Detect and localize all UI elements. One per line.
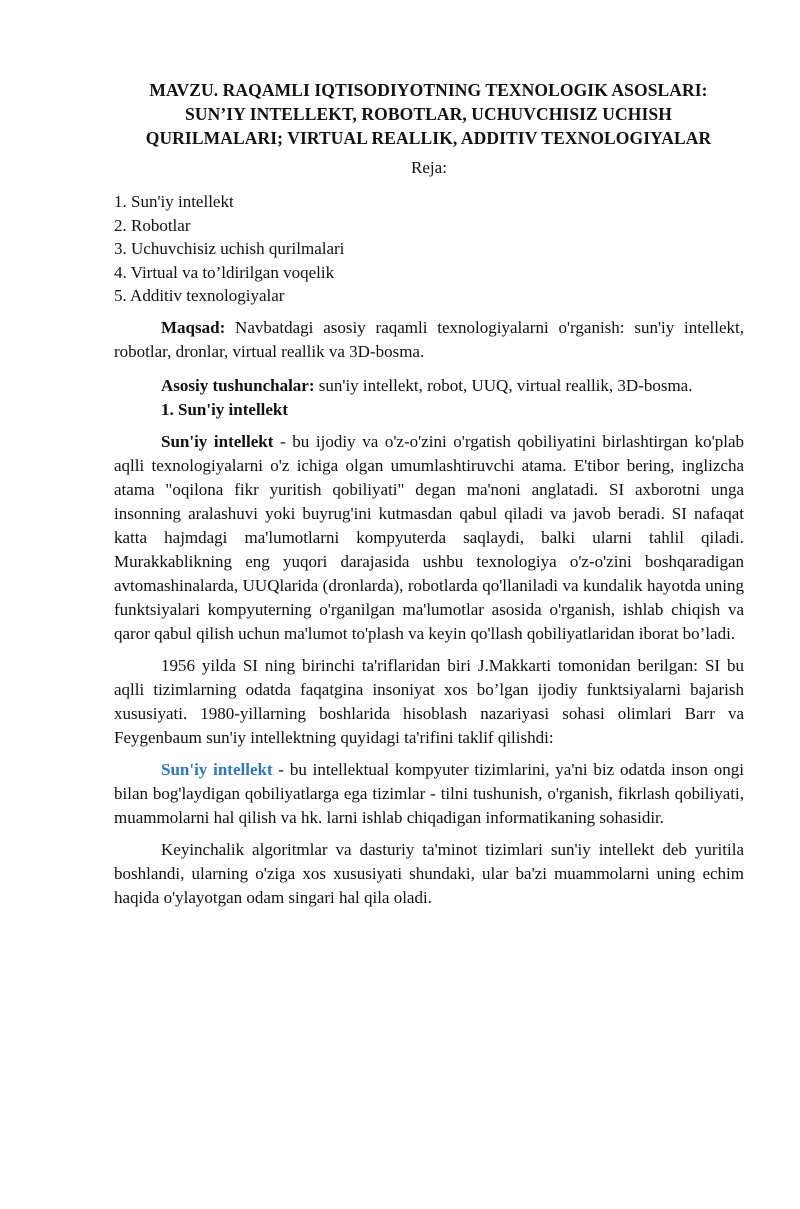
body-paragraph-1: [114, 430, 744, 646]
title-line-3: QURILMALARI; VIRTUAL REALLIK, ADDITIV TEXNOLOGIYALAR: [145, 128, 712, 148]
body-paragraph-2: 1956 yilda SI ning birinchi ta'riflaridan biri J.Makkarti tomonidan berilgan: SI bu aqlli tizimlarning odatda faqatgina insoniyat xos bo’lgan ijodiy funktsiyalarni bajarish xususiyati. 1980-yillarning boshlarida hisoblash nazariyasi sohasi olimlari Barr va Feygenbaum sun'iy intellektning quyidagi ta'rifini taklif qilishdi:: [114, 655, 744, 747]
plan-item: 4. Virtual va to’ldirilgan voqelik: [114, 262, 335, 282]
plan-item: 5. Additiv texnologiyalar: [114, 286, 285, 305]
goal-label: Maqsad:: [161, 317, 226, 337]
plan-item: 1. Sun'iy intellekt: [114, 192, 234, 211]
plan-item: 3. Uchuvchisiz uchish qurilmalari: [114, 239, 345, 258]
body-paragraph-3: [114, 758, 744, 830]
plan-list: [114, 190, 744, 308]
paragraph-text: - bu ijodiy va o'z-o'zini o'rgatish qobiliyatini birlashtirgan ko'plab aqlli texnologiyalarni o'z ichiga olgan umumlashtiruvchi atama. E'tibor bering, inglizcha atama "oqilona fikr yuritish qobiliyati" degan ma'noni anglatadi. SI axborotni unga insonning aralashuvi yoki buyrug'ini kutmasdan qabul qiladi va javob beradi. SI nafaqat katta hajmdagi ma'lumotlarni kompyuterda saqlaydi, balki ularni tahlil qiladi. Murakkablikning eng yuqori darajasida ushbu texnologiya o'z-o'zini boshqaradigan avtomashinalarda, UUQlarida (dronlarda), robotlarda qo'llaniladi va kundalik hayotda uning funktsiyalari kompyuterning o'rganilgan ma'lumotlar asosida o'rganish, ishlab chiqish va qaror qabul qilish uchun ma'lumot to'plash va keyin qo'llash qobiliyatlaridan iborat bo’ladi.: [114, 431, 744, 643]
paragraph-text: - bu intellektual kompyuter tizimlarini, ya'ni biz odatda inson ongi bilan bog'laydigan qobiliyatlarga ega tizimlar - tilni tushunish, o'rganish, fikrlash qobiliyati, muammolarni hal qilish va hk. larni ishlab chiqadigan informatikaning sohasidir.: [114, 759, 744, 827]
concepts-label: Asosiy tushunchalar:: [161, 375, 315, 395]
title-line-1: MAVZU. RAQAMLI IQTISODIYOTNING TEXNOLOGIK ASOSLARI:: [149, 80, 708, 100]
body-paragraph-4: Keyinchalik algoritmlar va dasturiy ta'minot tizimlari sun'iy intellekt deb yuritila boshlandi, ularning o'ziga xos xususiyati shundaki, ular ba'zi muammolarni uning echim haqida o'ylayotgan odam singari hal qila oladi.: [114, 839, 744, 907]
term-bold: Sun'iy intellekt: [161, 431, 274, 451]
goal-paragraph: [114, 316, 744, 364]
title-line-2: SUN’IY INTELLEKT, ROBOTLAR, UCHUVCHISIZ UCHISH: [185, 104, 672, 124]
document-page: [0, 78, 800, 1209]
plan-label: Reja:: [411, 158, 447, 177]
goal-text: Navbatdagi asosiy raqamli texnologiyalarni o'rganish: sun'iy intellekt, robotlar, dronlar, virtual reallik va 3D-bosma.: [114, 317, 744, 361]
document-title: [113, 78, 744, 150]
concepts-text: sun'iy intellekt, robot, UUQ, virtual reallik, 3D-bosma.: [314, 375, 693, 395]
term-highlight: Sun'iy intellekt: [161, 759, 273, 779]
plan-item: 2. Robotlar: [114, 215, 191, 235]
concepts-paragraph: [114, 374, 744, 398]
section-heading: 1. Sun'iy intellekt: [161, 399, 289, 419]
